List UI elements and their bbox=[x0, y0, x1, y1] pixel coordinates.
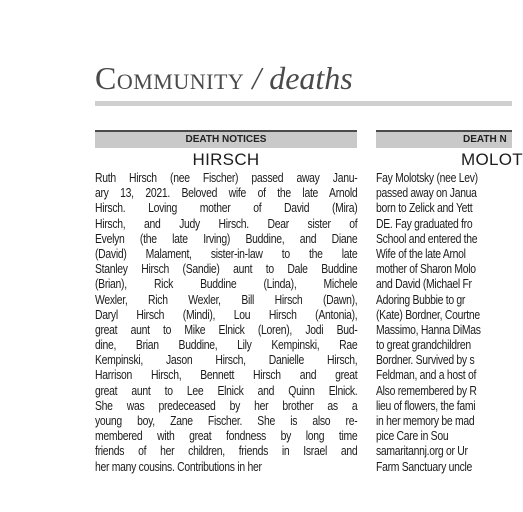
notice-line: Hirsch. Loving mother of David (Mira) bbox=[95, 201, 358, 216]
title-separator: / bbox=[252, 60, 262, 96]
page-title bbox=[95, 58, 353, 98]
section-title: Community bbox=[95, 60, 245, 96]
notice-line: membered with great fondness by long time bbox=[95, 429, 358, 444]
notice-line: ary 13, 2021. Beloved wife of the late Arnold bbox=[95, 186, 358, 201]
notice-line: friends of her children, friends in Israel and bbox=[95, 444, 358, 459]
notice-line: passed away on Janua bbox=[376, 186, 477, 201]
title-rule bbox=[95, 101, 512, 106]
death-notice-column-left bbox=[95, 130, 357, 475]
notice-line: Farm Sanctuary uncle bbox=[376, 459, 473, 474]
notice-line: Hirsch, and Judy Hirsch. Dear sister of bbox=[95, 216, 358, 231]
notice-line: young boy, Zane Fischer. She is also re- bbox=[95, 414, 358, 428]
notice-line: to great grandchildren bbox=[376, 338, 471, 353]
notice-line: She was predeceased by her brother as a bbox=[95, 398, 358, 413]
notice-body bbox=[376, 171, 512, 475]
notice-line: Wexler, Rich Wexler, Bill Hirsch (Dawn), bbox=[95, 292, 358, 307]
notice-line: and David (Michael Fr bbox=[376, 277, 472, 292]
notice-line: Stanley Hirsch (Sandie) aunt to Dale Buddine bbox=[95, 262, 358, 277]
notice-name: MOLOT bbox=[461, 150, 523, 169]
notice-line: dine, Brian Buddine, Lily Kempinski, Rae bbox=[95, 338, 358, 353]
notice-name: HIRSCH bbox=[192, 150, 260, 169]
notice-line: (Brian), Rick Buddine (Linda), Michele bbox=[95, 277, 358, 292]
notice-line: (Kate) Bordner, Courtne bbox=[376, 307, 480, 322]
notice-line: Evelyn (the late Irving) Buddine, and Diane bbox=[95, 231, 358, 246]
notice-line: Harrison Hirsch, Bennett Hirsch and great bbox=[95, 368, 358, 383]
notice-line: pice Care in Sou bbox=[376, 429, 449, 444]
column-heading: DEATH NOTICES bbox=[95, 130, 357, 148]
notice-line: Ruth Hirsch (nee Fischer) passed away Janu- bbox=[95, 171, 358, 185]
subsection-title: deaths bbox=[269, 60, 353, 96]
notice-line: in her memory be mad bbox=[376, 414, 475, 428]
notice-line: samaritannj.org or Ur bbox=[376, 444, 468, 459]
notice-line: DE. Fay graduated fro bbox=[376, 216, 473, 231]
death-notice-column-right bbox=[376, 130, 523, 475]
notice-line: lieu of flowers, the fami bbox=[376, 398, 476, 413]
notice-line: (David) Malament, sister-in-law to the late bbox=[95, 246, 358, 261]
notice-line: Daryl Hirsch (Mindi), Lou Hirsch (Antonia), bbox=[95, 307, 358, 322]
notice-line: Massimo, Hanna DiMas bbox=[376, 322, 481, 337]
notice-line: mother of Sharon Molo bbox=[376, 262, 476, 277]
notice-line: Kempinski, Jason Hirsch, Danielle Hirsch, bbox=[95, 353, 358, 368]
notice-line: Fay Molotsky (nee Lev) bbox=[376, 171, 478, 185]
notice-line: born to Zelick and Yett bbox=[376, 201, 473, 216]
notice-line: Adoring Bubbie to gr bbox=[376, 292, 466, 307]
column-heading: DEATH N bbox=[376, 130, 512, 148]
notice-line: Bordner. Survived by s bbox=[376, 353, 475, 368]
notice-line: great aunt to Mike Elnick (Loren), Jodi Bud- bbox=[95, 322, 358, 337]
notice-body bbox=[95, 171, 357, 475]
notice-line: great aunt to Lee Elnick and Quinn Elnick. bbox=[95, 383, 358, 398]
notice-line: Also remembered by R bbox=[376, 383, 477, 398]
notice-line: Feldman, and a host of bbox=[376, 368, 477, 383]
notice-line: School and entered the bbox=[376, 231, 478, 246]
notice-line: her many cousins. Contributions in her bbox=[95, 459, 262, 474]
notice-line: Wife of the late Arnol bbox=[376, 246, 466, 261]
